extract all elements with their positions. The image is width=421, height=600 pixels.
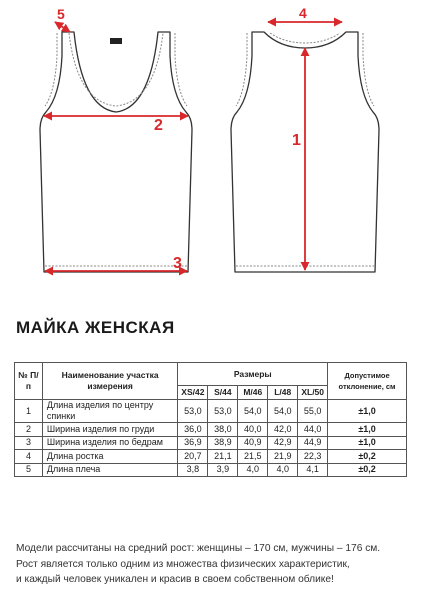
marker-4: 4	[299, 5, 307, 21]
row-value: 36,0	[178, 423, 208, 437]
row-value: 54,0	[238, 400, 268, 423]
row-tolerance: ±0,2	[328, 450, 407, 464]
table-row	[15, 423, 407, 437]
row-value: 20,7	[178, 450, 208, 464]
row-value: 42,9	[268, 436, 298, 450]
row-number: 5	[15, 463, 43, 477]
page-title: МАЙКА ЖЕНСКАЯ	[16, 318, 175, 337]
marker-3: 3	[173, 255, 182, 272]
table-row	[15, 400, 407, 423]
row-tolerance: ±1,0	[328, 400, 407, 423]
row-value: 53,0	[208, 400, 238, 423]
size-s: S/44	[208, 386, 238, 400]
row-value: 36,9	[178, 436, 208, 450]
row-parameter: Длина плеча	[42, 463, 177, 477]
row-value: 38,0	[208, 423, 238, 437]
size-xs: XS/42	[178, 386, 208, 400]
row-value: 21,5	[238, 450, 268, 464]
size-table	[14, 362, 407, 477]
header-param: Наименование участка измерения	[42, 363, 177, 400]
marker-5: 5	[57, 6, 65, 22]
marker-2: 2	[154, 117, 163, 134]
header-sizes: Размеры	[178, 363, 328, 386]
size-m: M/46	[238, 386, 268, 400]
row-parameter: Ширина изделия по груди	[42, 423, 177, 437]
row-parameter: Длина изделия по центру спинки	[42, 400, 177, 423]
row-value: 40,9	[238, 436, 268, 450]
header-num: № П/п	[15, 363, 43, 400]
row-value: 44,0	[298, 423, 328, 437]
row-tolerance: ±1,0	[328, 436, 407, 450]
row-value: 4,0	[238, 463, 268, 477]
footer-line-1: Модели рассчитаны на средний рост: женщины – 170 см, мужчины – 176 см.	[16, 543, 381, 554]
row-value: 40,0	[238, 423, 268, 437]
row-tolerance: ±0,2	[328, 463, 407, 477]
row-value: 38,9	[208, 436, 238, 450]
row-value: 21,1	[208, 450, 238, 464]
row-number: 2	[15, 423, 43, 437]
table-header-row	[15, 363, 407, 386]
row-value: 4,0	[268, 463, 298, 477]
table-row	[15, 436, 407, 450]
row-number: 4	[15, 450, 43, 464]
table-row	[15, 450, 407, 464]
row-parameter: Ширина изделия по бедрам	[42, 436, 177, 450]
back-neck-binding	[270, 33, 340, 43]
row-parameter: Длина ростка	[42, 450, 177, 464]
row-number: 1	[15, 400, 43, 423]
footer-line-2: Рост является только одним из множества физических характеристик,	[16, 558, 350, 570]
row-value: 4,1	[298, 463, 328, 477]
marker-1: 1	[292, 132, 301, 149]
footer-line-3: и каждый человек уникален и красив в своем собственном облике!	[16, 574, 334, 585]
front-tank-outline	[40, 32, 192, 272]
row-value: 21,9	[268, 450, 298, 464]
row-value: 42,0	[268, 423, 298, 437]
row-number: 3	[15, 436, 43, 450]
row-tolerance: ±1,0	[328, 423, 407, 437]
shoulder-measure-arrow	[55, 22, 70, 32]
front-view	[40, 6, 192, 272]
row-value: 22,3	[298, 450, 328, 464]
row-value: 55,0	[298, 400, 328, 423]
size-xl: XL/50	[298, 386, 328, 400]
brand-label-icon	[110, 38, 122, 44]
row-value: 54,0	[268, 400, 298, 423]
header-tolerance: Допустимое отклонение, см	[328, 363, 407, 400]
row-value: 44,9	[298, 436, 328, 450]
row-value: 53,0	[178, 400, 208, 423]
row-value: 3,9	[208, 463, 238, 477]
size-l: L/48	[268, 386, 298, 400]
footer-note	[16, 541, 411, 588]
row-value: 3,8	[178, 463, 208, 477]
table-row	[15, 463, 407, 477]
back-view	[231, 5, 379, 272]
